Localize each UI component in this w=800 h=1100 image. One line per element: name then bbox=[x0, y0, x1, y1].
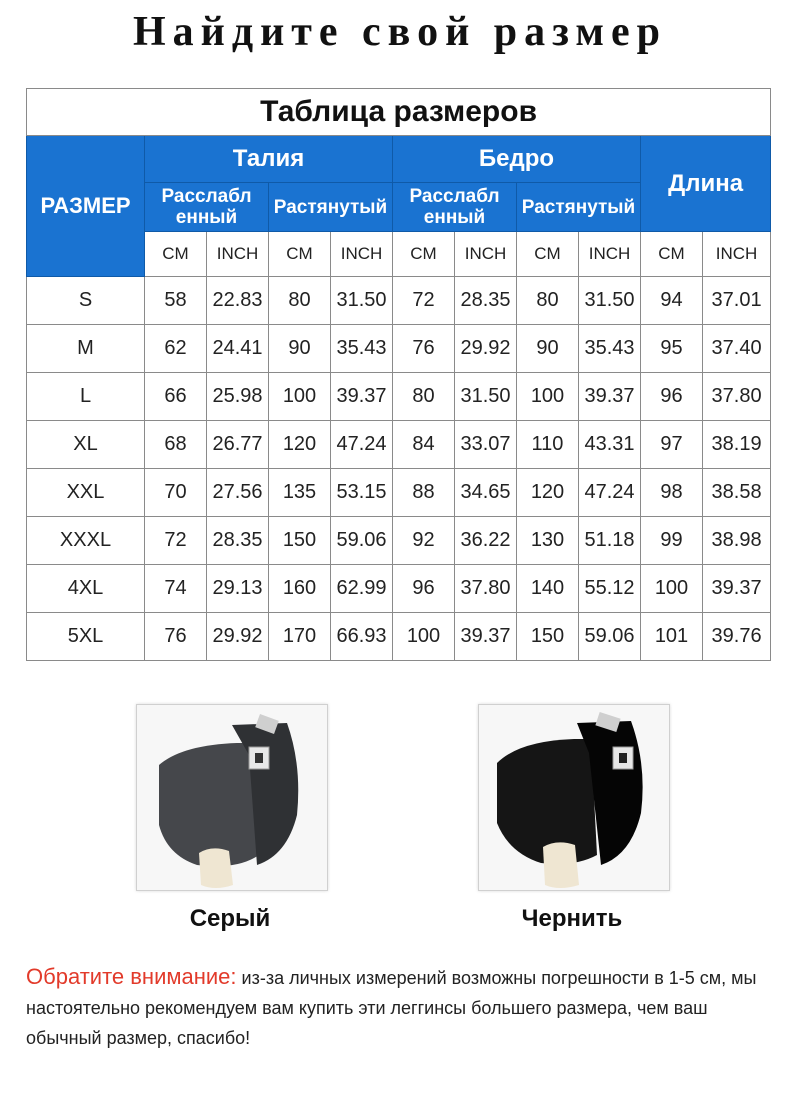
length-inch: 39.37 bbox=[703, 565, 771, 613]
waist-relaxed-inch: 27.56 bbox=[207, 469, 269, 517]
size-cell: S bbox=[27, 277, 145, 325]
hip-relaxed-inch: 33.07 bbox=[455, 421, 517, 469]
waist-relaxed-inch: 24.41 bbox=[207, 325, 269, 373]
table-title: Таблица размеров bbox=[27, 89, 771, 136]
hip-relaxed-cm: 96 bbox=[393, 565, 455, 613]
hip-stretched-cm: 130 bbox=[517, 517, 579, 565]
waist-relaxed-cm: 76 bbox=[145, 613, 207, 661]
unit-cm-header: CM bbox=[269, 232, 331, 277]
size-cell: 5XL bbox=[27, 613, 145, 661]
color-options bbox=[0, 700, 800, 950]
hip-relaxed-cm: 76 bbox=[393, 325, 455, 373]
size-note bbox=[26, 962, 778, 1053]
unit-cm-header: CM bbox=[641, 232, 703, 277]
waist-stretched-cm: 120 bbox=[269, 421, 331, 469]
hip-stretched-inch: 47.24 bbox=[579, 469, 641, 517]
hip-relaxed-inch: 28.35 bbox=[455, 277, 517, 325]
black-leggings-image bbox=[479, 705, 669, 890]
color-swatch-black[interactable] bbox=[478, 704, 670, 891]
size-cell: M bbox=[27, 325, 145, 373]
color-label-black: Чернить bbox=[521, 905, 623, 932]
hip-header: Бедро bbox=[393, 136, 641, 183]
waist-stretched-cm: 150 bbox=[269, 517, 331, 565]
hip-stretched-inch: 39.37 bbox=[579, 373, 641, 421]
table-row bbox=[27, 373, 771, 421]
length-inch: 38.98 bbox=[703, 517, 771, 565]
hip-relaxed-inch: 39.37 bbox=[455, 613, 517, 661]
table-row bbox=[27, 613, 771, 661]
waist-stretched-inch: 53.15 bbox=[331, 469, 393, 517]
length-cm: 99 bbox=[641, 517, 703, 565]
waist-stretched-inch: 35.43 bbox=[331, 325, 393, 373]
color-swatch-grey[interactable] bbox=[136, 704, 328, 891]
waist-header: Талия bbox=[145, 136, 393, 183]
hip-relaxed-inch: 29.92 bbox=[455, 325, 517, 373]
hip-stretched-cm: 110 bbox=[517, 421, 579, 469]
size-column-header: РАЗМЕР bbox=[27, 136, 145, 277]
length-cm: 100 bbox=[641, 565, 703, 613]
hip-relaxed-cm: 80 bbox=[393, 373, 455, 421]
size-cell: 4XL bbox=[27, 565, 145, 613]
unit-inch-header: INCH bbox=[455, 232, 517, 277]
grey-leggings-image bbox=[137, 705, 327, 890]
unit-cm-header: CM bbox=[393, 232, 455, 277]
size-cell: XL bbox=[27, 421, 145, 469]
unit-inch-header: INCH bbox=[703, 232, 771, 277]
waist-stretched-cm: 100 bbox=[269, 373, 331, 421]
waist-relaxed-header: Расслабл енный bbox=[145, 183, 269, 232]
length-inch: 39.76 bbox=[703, 613, 771, 661]
length-cm: 96 bbox=[641, 373, 703, 421]
size-chart-table bbox=[26, 88, 771, 661]
hip-relaxed-cm: 72 bbox=[393, 277, 455, 325]
length-inch: 37.40 bbox=[703, 325, 771, 373]
table-row bbox=[27, 565, 771, 613]
length-inch: 37.80 bbox=[703, 373, 771, 421]
unit-inch-header: INCH bbox=[207, 232, 269, 277]
table-row bbox=[27, 421, 771, 469]
length-header: Длина bbox=[641, 136, 771, 232]
hip-relaxed-cm: 84 bbox=[393, 421, 455, 469]
hip-stretched-cm: 150 bbox=[517, 613, 579, 661]
waist-stretched-cm: 170 bbox=[269, 613, 331, 661]
length-cm: 95 bbox=[641, 325, 703, 373]
waist-stretched-cm: 160 bbox=[269, 565, 331, 613]
hip-stretched-inch: 55.12 bbox=[579, 565, 641, 613]
hip-relaxed-cm: 100 bbox=[393, 613, 455, 661]
waist-relaxed-cm: 58 bbox=[145, 277, 207, 325]
waist-stretched-inch: 62.99 bbox=[331, 565, 393, 613]
waist-relaxed-inch: 25.98 bbox=[207, 373, 269, 421]
waist-relaxed-cm: 62 bbox=[145, 325, 207, 373]
table-row bbox=[27, 517, 771, 565]
hip-stretched-inch: 35.43 bbox=[579, 325, 641, 373]
note-label: Обратите внимание: bbox=[26, 964, 237, 989]
table-row bbox=[27, 325, 771, 373]
hip-stretched-inch: 31.50 bbox=[579, 277, 641, 325]
hip-stretched-cm: 100 bbox=[517, 373, 579, 421]
hip-relaxed-inch: 31.50 bbox=[455, 373, 517, 421]
waist-relaxed-cm: 68 bbox=[145, 421, 207, 469]
size-cell: XXXL bbox=[27, 517, 145, 565]
hip-stretched-cm: 90 bbox=[517, 325, 579, 373]
size-cell: XXL bbox=[27, 469, 145, 517]
hip-relaxed-header: Расслабл енный bbox=[393, 183, 517, 232]
waist-stretched-inch: 31.50 bbox=[331, 277, 393, 325]
page-heading: Найдите свой размер bbox=[132, 9, 668, 55]
leggings-leg-left bbox=[159, 743, 259, 866]
waist-stretched-inch: 47.24 bbox=[331, 421, 393, 469]
waist-stretched-inch: 66.93 bbox=[331, 613, 393, 661]
hip-stretched-cm: 120 bbox=[517, 469, 579, 517]
hip-relaxed-cm: 92 bbox=[393, 517, 455, 565]
waist-relaxed-inch: 26.77 bbox=[207, 421, 269, 469]
length-inch: 38.19 bbox=[703, 421, 771, 469]
waist-stretched-inch: 39.37 bbox=[331, 373, 393, 421]
hip-relaxed-cm: 88 bbox=[393, 469, 455, 517]
waist-relaxed-cm: 70 bbox=[145, 469, 207, 517]
size-cell: L bbox=[27, 373, 145, 421]
waist-relaxed-inch: 29.13 bbox=[207, 565, 269, 613]
hip-stretched-cm: 80 bbox=[517, 277, 579, 325]
waist-relaxed-inch: 29.92 bbox=[207, 613, 269, 661]
unit-inch-header: INCH bbox=[331, 232, 393, 277]
length-inch: 38.58 bbox=[703, 469, 771, 517]
note-text: из-за личных измерений возможны погрешности в 1-5 см, мы настоятельно рекомендуем вам купить эти леггинсы большего размера, чем ваш обычный размер, спасибо! bbox=[26, 968, 757, 1048]
table-row bbox=[27, 469, 771, 517]
length-cm: 94 bbox=[641, 277, 703, 325]
color-label-grey: Серый bbox=[189, 905, 271, 932]
hip-stretched-cm: 140 bbox=[517, 565, 579, 613]
hip-stretched-inch: 51.18 bbox=[579, 517, 641, 565]
length-cm: 101 bbox=[641, 613, 703, 661]
waist-stretched-cm: 90 bbox=[269, 325, 331, 373]
size-rows bbox=[27, 277, 771, 661]
table-row bbox=[27, 277, 771, 325]
waist-stretched-cm: 135 bbox=[269, 469, 331, 517]
waist-stretched-header: Растянутый bbox=[269, 183, 393, 232]
length-cm: 98 bbox=[641, 469, 703, 517]
waist-relaxed-inch: 22.83 bbox=[207, 277, 269, 325]
length-inch: 37.01 bbox=[703, 277, 771, 325]
hip-stretched-header: Растянутый bbox=[517, 183, 641, 232]
waist-stretched-cm: 80 bbox=[269, 277, 331, 325]
waist-relaxed-cm: 74 bbox=[145, 565, 207, 613]
unit-cm-header: CM bbox=[517, 232, 579, 277]
waist-relaxed-cm: 72 bbox=[145, 517, 207, 565]
hip-stretched-inch: 59.06 bbox=[579, 613, 641, 661]
hip-relaxed-inch: 34.65 bbox=[455, 469, 517, 517]
unit-inch-header: INCH bbox=[579, 232, 641, 277]
hip-relaxed-inch: 37.80 bbox=[455, 565, 517, 613]
length-cm: 97 bbox=[641, 421, 703, 469]
hip-stretched-inch: 43.31 bbox=[579, 421, 641, 469]
waist-relaxed-cm: 66 bbox=[145, 373, 207, 421]
unit-cm-header: CM bbox=[145, 232, 207, 277]
waist-relaxed-inch: 28.35 bbox=[207, 517, 269, 565]
waist-stretched-inch: 59.06 bbox=[331, 517, 393, 565]
hip-relaxed-inch: 36.22 bbox=[455, 517, 517, 565]
